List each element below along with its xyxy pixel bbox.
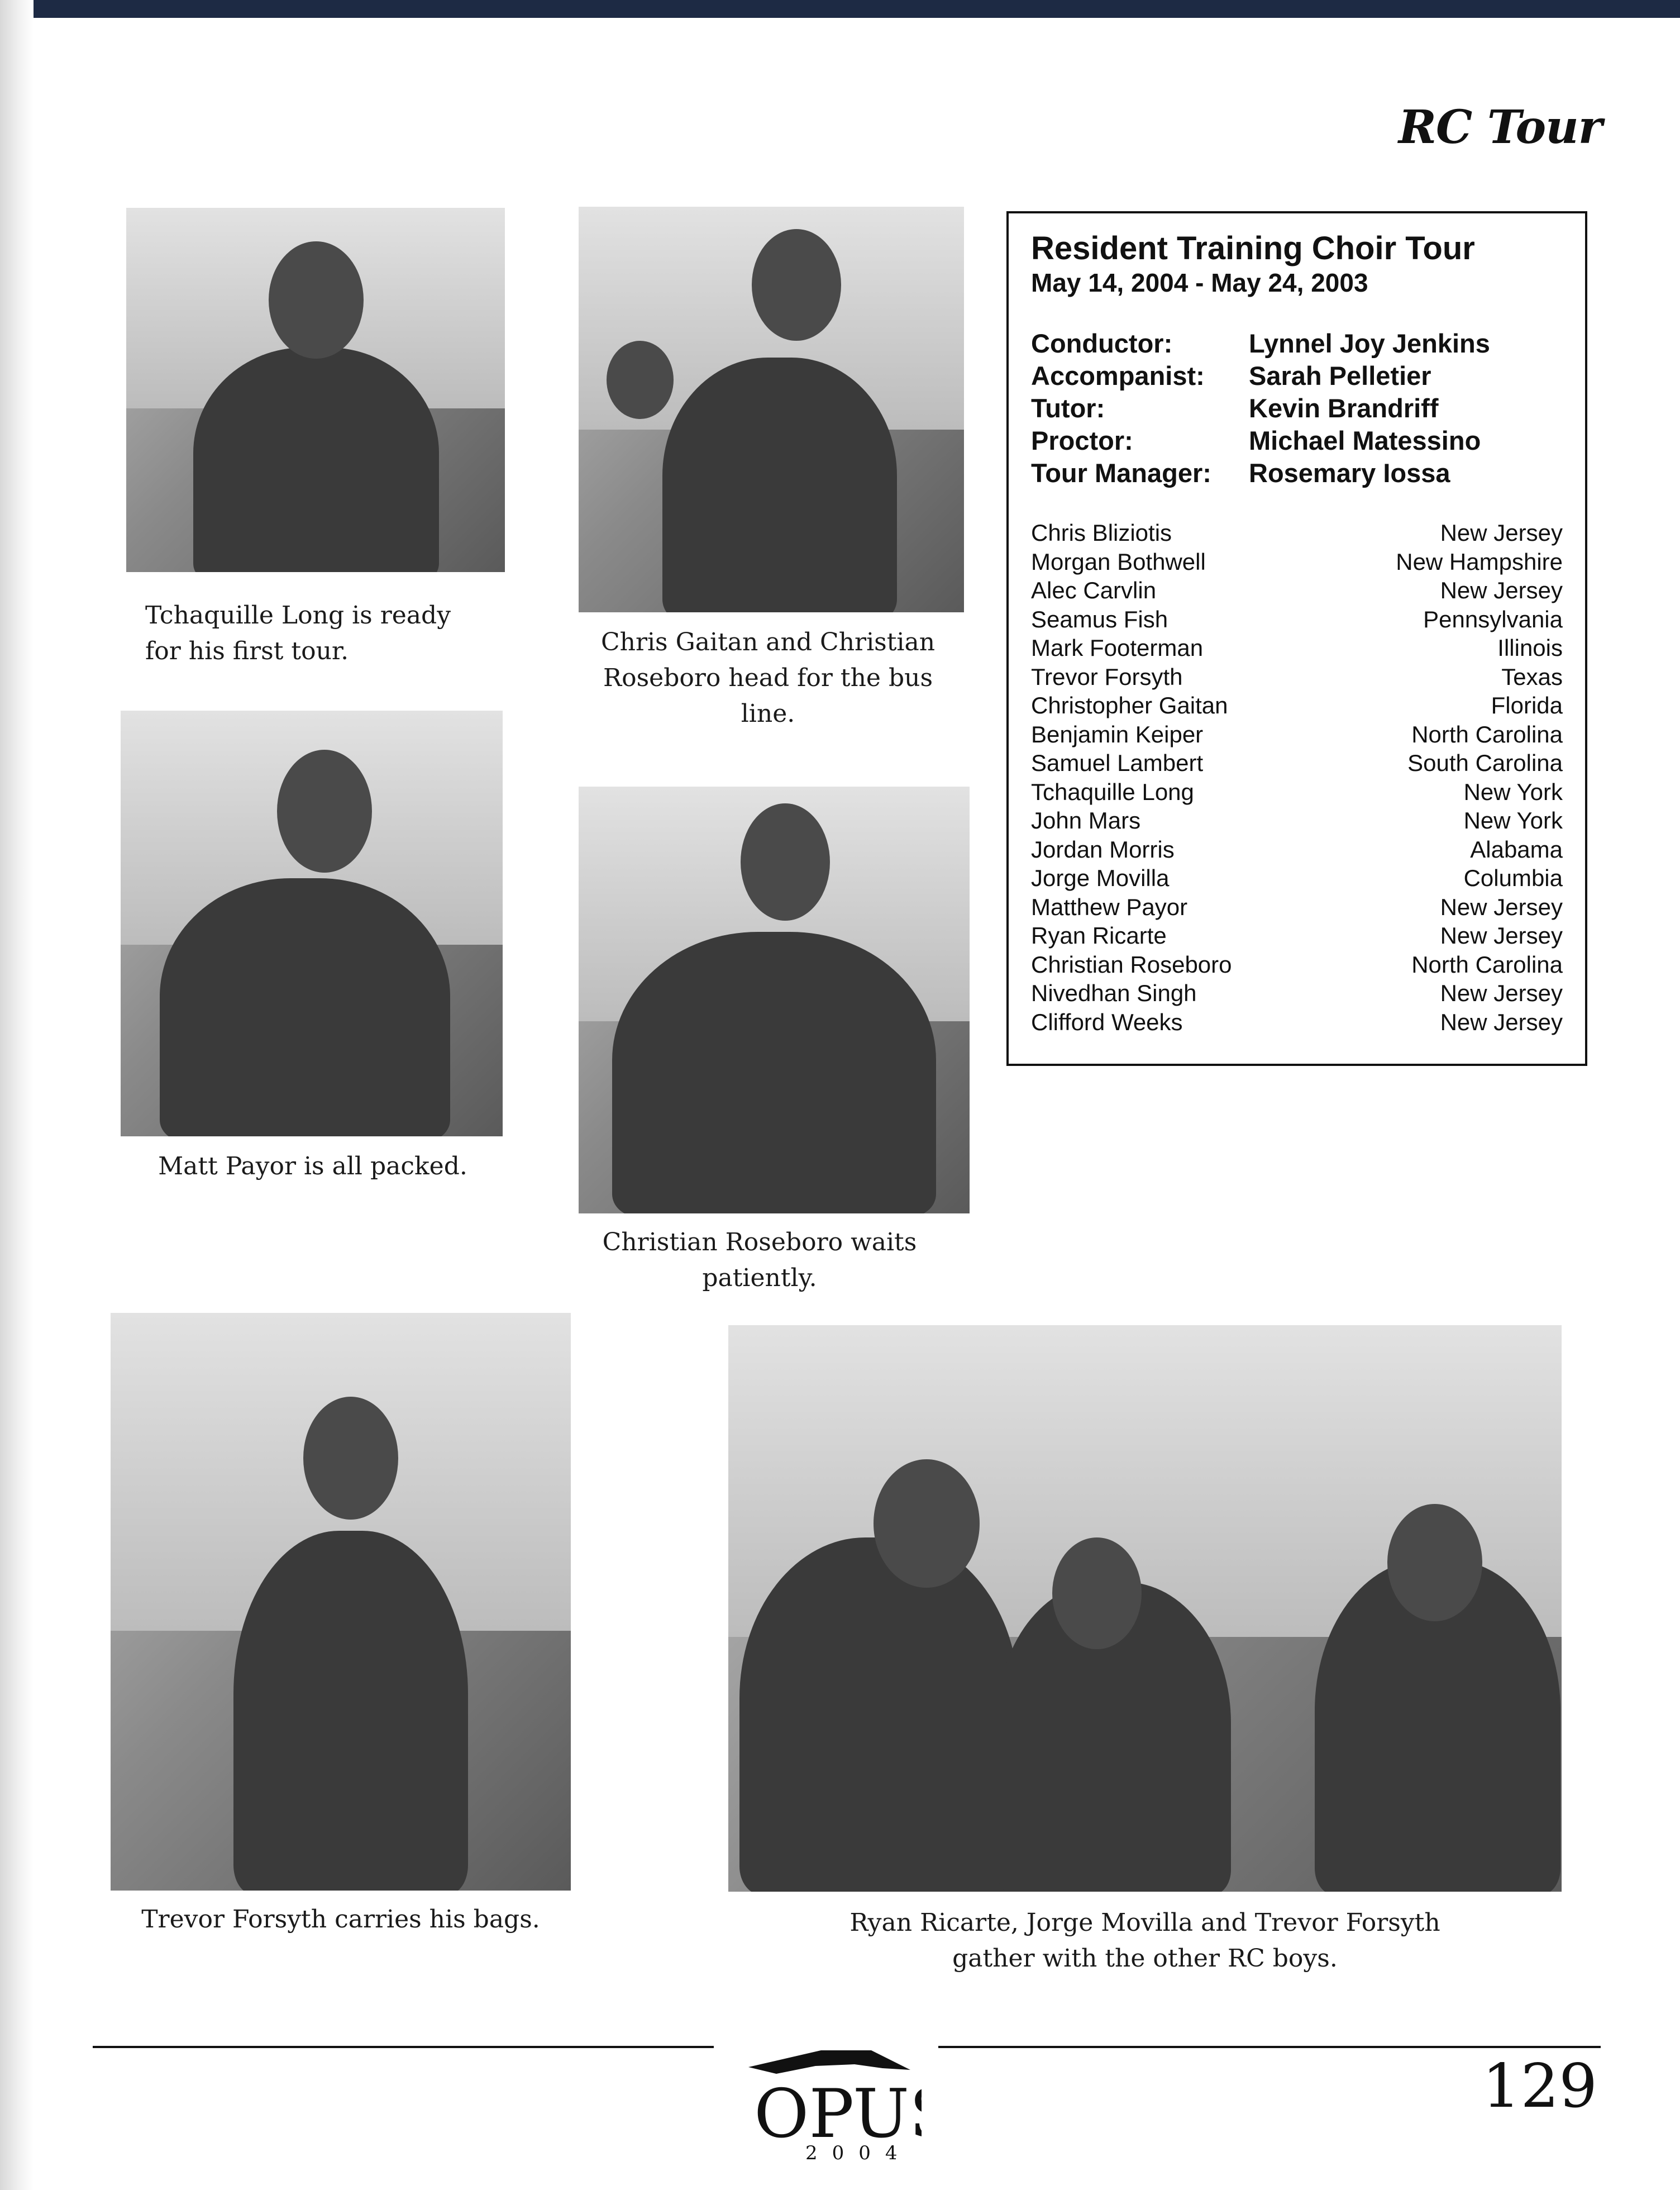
roster-name: Alec Carvlin — [1031, 577, 1157, 603]
roster-state: Pennsylvania — [1423, 606, 1563, 632]
roster-name: Christian Roseboro — [1031, 951, 1232, 978]
caption-photo-2 — [564, 625, 972, 732]
roster-name: Jordan Morris — [1031, 836, 1175, 863]
roster-row — [1031, 893, 1563, 922]
staff-role: Proctor: — [1031, 426, 1133, 455]
staff-name: Lynnel Joy Jenkins — [1249, 328, 1490, 358]
logo-year: 2004 — [805, 2142, 912, 2162]
opus-logo — [743, 2045, 922, 2162]
staff-list — [1031, 327, 1563, 489]
caption-line: Roseboro head for the bus — [603, 664, 933, 692]
roster-row — [1031, 979, 1563, 1008]
roster-name: Tchaquille Long — [1031, 778, 1194, 805]
caption-line: Christian Roseboro waits — [602, 1228, 917, 1256]
roster-name: Chris Bliziotis — [1031, 520, 1172, 546]
roster-row — [1031, 720, 1563, 749]
caption-line: Chris Gaitan and Christian — [600, 628, 936, 656]
roster-state: Columbia — [1463, 865, 1563, 891]
staff-role: Accompanist: — [1031, 361, 1205, 391]
page-spine-shadow — [0, 0, 34, 2190]
roster-state: New Hampshire — [1396, 548, 1563, 575]
roster-state: New Jersey — [1440, 577, 1563, 603]
roster-state: New Jersey — [1440, 980, 1563, 1006]
roster-state: New Jersey — [1440, 893, 1563, 920]
roster-state: South Carolina — [1407, 750, 1563, 776]
roster-row — [1031, 634, 1563, 663]
staff-role: Tour Manager: — [1031, 458, 1211, 488]
roster-row — [1031, 1008, 1563, 1037]
staff-role: Conductor: — [1031, 328, 1173, 358]
caption-line: patiently. — [702, 1264, 817, 1292]
staff-role: Tutor: — [1031, 393, 1105, 423]
caption-line: Ryan Ricarte, Jorge Movilla and Trevor Forsyth — [849, 1908, 1440, 1937]
roster-name: John Mars — [1031, 807, 1141, 834]
caption-line: for his first tour. — [145, 637, 349, 665]
caption-photo-4 — [559, 1225, 961, 1296]
page-number: 129 — [1482, 2051, 1597, 2121]
caption-line: line. — [741, 699, 795, 728]
roster-row — [1031, 950, 1563, 979]
roster-row — [1031, 518, 1563, 548]
roster-row — [1031, 835, 1563, 864]
roster-name: Clifford Weeks — [1031, 1008, 1183, 1035]
roster-name: Benjamin Keiper — [1031, 721, 1204, 748]
caption-line: Tchaquille Long is ready — [145, 601, 451, 630]
photo-christian-roseboro — [579, 787, 970, 1213]
roster-state: Texas — [1501, 663, 1563, 690]
roster-name: Trevor Forsyth — [1031, 663, 1183, 690]
section-title: RC Tour — [1398, 101, 1602, 154]
roster-state: New York — [1463, 807, 1563, 834]
roster-list — [1031, 518, 1563, 1036]
roster-row — [1031, 691, 1563, 720]
roster-name: Seamus Fish — [1031, 606, 1168, 632]
caption-photo-3 — [123, 1149, 503, 1184]
roster-row — [1031, 663, 1563, 692]
caption-photo-6 — [726, 1905, 1564, 1977]
staff-row — [1031, 457, 1563, 489]
roster-name: Mark Footerman — [1031, 635, 1204, 661]
tour-title: Resident Training Choir Tour — [1031, 230, 1475, 266]
caption-line: Matt Payor is all packed. — [158, 1152, 467, 1180]
roster-name: Matthew Payor — [1031, 893, 1188, 920]
roster-state: New Jersey — [1440, 1008, 1563, 1035]
roster-row — [1031, 749, 1563, 778]
caption-line: gather with the other RC boys. — [952, 1944, 1338, 1973]
top-edge-band — [0, 0, 1680, 18]
logo-word: OPU — [754, 2075, 910, 2153]
staff-name: Sarah Pelletier — [1249, 361, 1431, 391]
staff-name: Kevin Brandriff — [1249, 393, 1439, 423]
roster-state: Alabama — [1470, 836, 1563, 863]
roster-row — [1031, 921, 1563, 950]
roster-state: North Carolina — [1411, 721, 1563, 748]
footer-rule-right — [938, 2046, 1601, 2048]
photo-rc-boys-group — [728, 1325, 1562, 1892]
staff-row — [1031, 360, 1563, 392]
roster-state: New Jersey — [1440, 922, 1563, 949]
roster-name: Ryan Ricarte — [1031, 922, 1167, 949]
roster-row — [1031, 576, 1563, 605]
roster-row — [1031, 778, 1563, 807]
staff-name: Rosemary Iossa — [1249, 458, 1450, 488]
roster-row — [1031, 605, 1563, 634]
roster-state: New York — [1463, 778, 1563, 805]
roster-name: Samuel Lambert — [1031, 750, 1204, 776]
staff-row — [1031, 425, 1563, 457]
caption-photo-1 — [145, 598, 503, 669]
tour-info-box — [1006, 211, 1587, 1066]
footer-rule-left — [93, 2046, 714, 2048]
caption-photo-5 — [112, 1902, 570, 1937]
tour-dates: May 14, 2004 - May 24, 2003 — [1031, 268, 1368, 297]
photo-tchaquille-long — [126, 208, 505, 572]
roster-state: Florida — [1491, 692, 1563, 718]
roster-state: New Jersey — [1440, 520, 1563, 546]
roster-name: Morgan Bothwell — [1031, 548, 1206, 575]
staff-row — [1031, 392, 1563, 425]
roster-row — [1031, 806, 1563, 835]
photo-chris-gaitan-christian-roseboro — [579, 207, 964, 612]
roster-state: North Carolina — [1411, 951, 1563, 978]
caption-line: Trevor Forsyth carries his bags. — [141, 1905, 540, 1934]
roster-row — [1031, 864, 1563, 893]
roster-name: Jorge Movilla — [1031, 865, 1170, 891]
photo-trevor-forsyth — [111, 1313, 571, 1891]
staff-name: Michael Matessino — [1249, 426, 1481, 455]
roster-name: Christopher Gaitan — [1031, 692, 1228, 718]
roster-state: Illinois — [1497, 635, 1563, 661]
roster-row — [1031, 548, 1563, 577]
roster-name: Nivedhan Singh — [1031, 980, 1197, 1006]
staff-row — [1031, 327, 1563, 360]
photo-matt-payor — [121, 711, 503, 1136]
